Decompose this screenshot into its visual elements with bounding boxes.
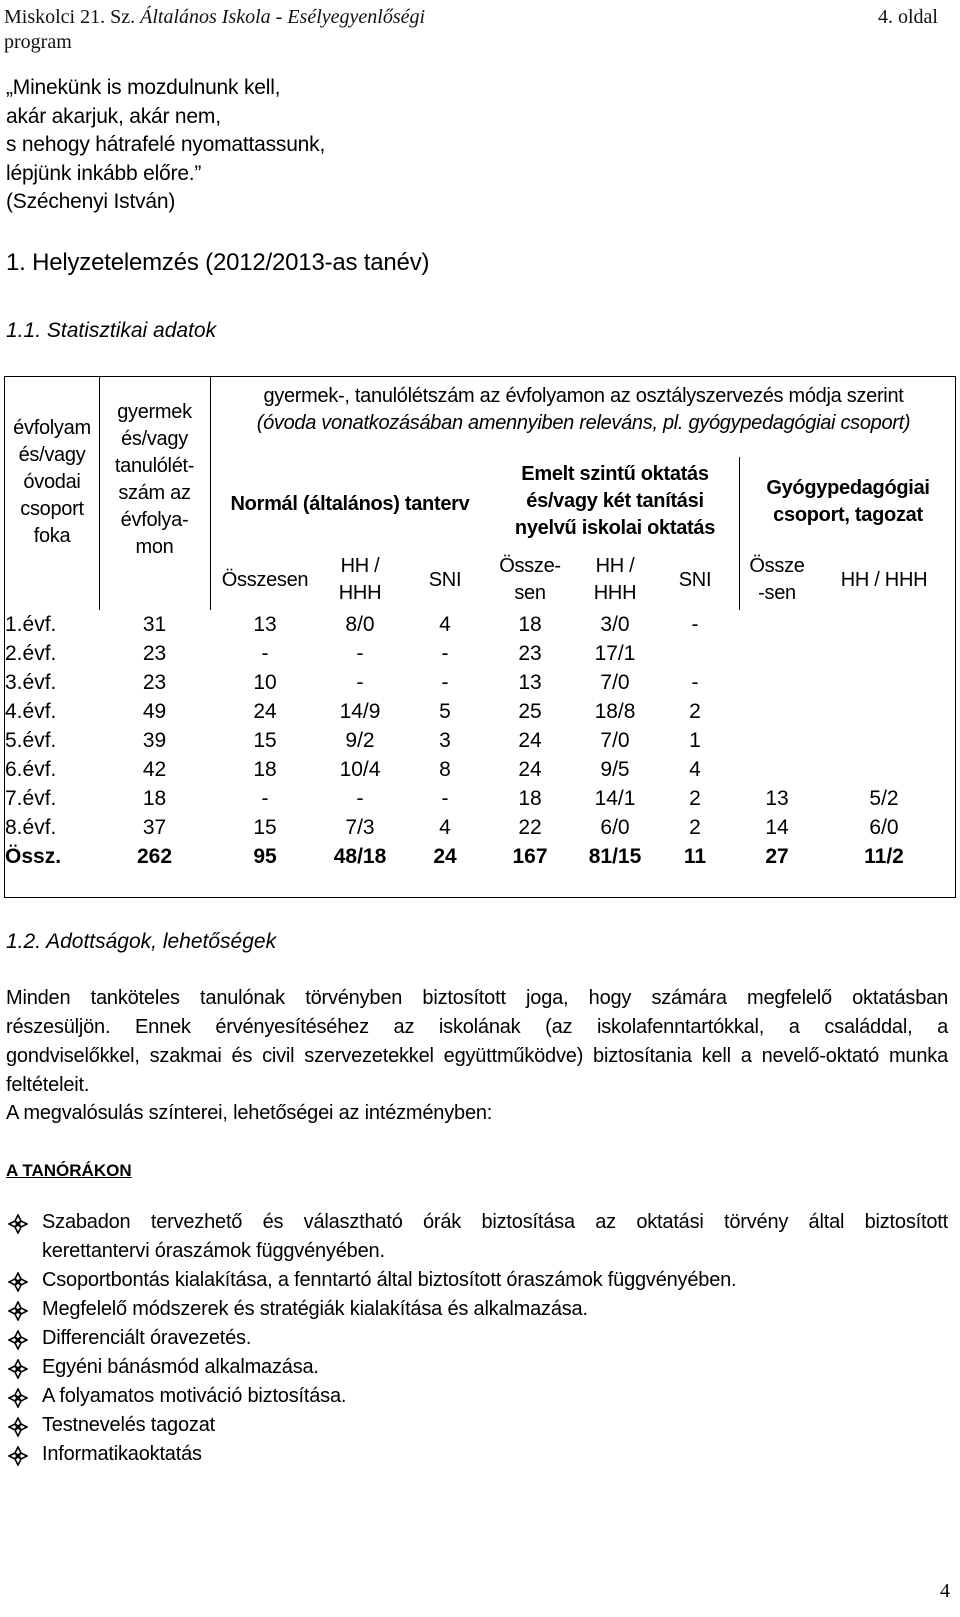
- tanorakon-heading: A TANÓRÁKON: [6, 1161, 132, 1180]
- header-ossze-sen: Össze- sen: [499, 555, 561, 604]
- paragraph-line: részesüljön. Ennek érvényesítéséhez az iskolának (az iskolafenntartókkal, a családdal, a: [6, 1016, 948, 1038]
- diamond-bullet-icon: [8, 1272, 28, 1292]
- header-ossze-sen-gyogy: Össze -sen: [749, 555, 805, 604]
- table-row: 4.évf. 49 24 14/9 5 25 18/8 2: [5, 700, 701, 723]
- table-row: 8.évf. 37 15 7/3 4 22 6/0 2 14 6/0: [5, 816, 899, 839]
- header-group-title: gyermek-, tanulólétszám az évfolyamon az osztályszervezés módja szerint (óvoda vonatkozásában amennyiben releváns, pl. gyógypedagógiai csoport): [256, 385, 911, 434]
- header-sni: SNI: [428, 569, 462, 591]
- list-item: Egyéni bánásmód alkalmazása.: [6, 1353, 948, 1382]
- table-row: 2.évf. 23 - - - 23 17/1: [5, 642, 636, 665]
- body-paragraph: [6, 984, 948, 1100]
- statistics-table: [4, 376, 956, 898]
- bullet-list: [6, 1208, 948, 1469]
- header-school-title: [4, 5, 504, 55]
- section-heading-1-2: 1.2. Adottságok, lehetőségek: [6, 930, 277, 953]
- list-item: A folyamatos motiváció biztosítása.: [6, 1382, 948, 1411]
- paragraph-line: gondviselőkkel, szakmai és civil szervezetekkel együttműködve) biztosítania kell a nevelő-oktató munka: [6, 1045, 948, 1067]
- header-hh-gyogy: HH / HHH: [840, 569, 928, 591]
- header-total: gyermek és/vagy tanulólét- szám az évfolya- mon: [114, 401, 195, 558]
- list-item: Informatikaoktatás: [6, 1440, 948, 1469]
- paragraph-line: Minden tanköteles tanulónak törvényben biztosított joga, hogy számára megfelelő oktatásban: [6, 987, 948, 1009]
- header-emelt: Emelt szintű oktatás és/vagy két tanítási nyelvű iskolai oktatás: [514, 463, 716, 539]
- list-item: Differenciált óravezetés.: [6, 1324, 948, 1353]
- diamond-bullet-icon: [8, 1301, 28, 1321]
- diamond-bullet-icon: [8, 1417, 28, 1437]
- header-osszesen: Összesen: [221, 569, 309, 591]
- motto-line: s nehogy hátrafelé nyomattassunk,: [6, 133, 326, 156]
- diamond-bullet-icon: [8, 1446, 28, 1466]
- motto-quote: [6, 74, 325, 217]
- page-number: 4: [940, 1580, 950, 1602]
- header-hh: HH / HHH: [338, 555, 382, 604]
- list-item: Csoportbontás kialakítása, a fenntartó által biztosított óraszámok függvényében.: [6, 1266, 948, 1295]
- header-school-italic: Általános Iskola - Esélyegyenlőségi: [140, 6, 426, 28]
- header-program: program: [4, 31, 72, 53]
- table-row: 7.évf. 18 - - - 18 14/1 2 13 5/2: [5, 787, 899, 810]
- header-grade: évfolyam és/vagy óvodai csoport foka: [13, 417, 91, 547]
- diamond-bullet-icon: [8, 1359, 28, 1379]
- paragraph-line: feltételeit.: [6, 1074, 90, 1096]
- table-row: 6.évf. 42 18 10/4 8 24 9/5 4: [5, 758, 701, 781]
- header-gyogy: Gyógypedagógiai csoport, tagozat: [766, 477, 930, 526]
- list-item: Testnevelés tagozat: [6, 1411, 948, 1440]
- table-row: 5.évf. 39 15 9/2 3 24 7/0 1: [5, 729, 701, 752]
- header-school-plain: Miskolci 21. Sz.: [4, 6, 141, 28]
- header-page-label: 4. oldal: [878, 6, 938, 28]
- table-row: 3.évf. 23 10 - - 13 7/0 -: [5, 671, 699, 694]
- motto-line: lépjünk inkább előre.”: [6, 161, 202, 185]
- header-sni-emelt: SNI: [678, 569, 712, 591]
- diamond-bullet-icon: [8, 1214, 28, 1234]
- header-normal: Normál (általános) tanterv: [230, 493, 470, 515]
- list-item: Megfelelő módszerek és stratégiák kialakítása és alkalmazása.: [6, 1295, 948, 1324]
- header-hh-emelt: HH / HHH: [593, 555, 637, 604]
- venues-intro: A megvalósulás színterei, lehetőségei az intézményben:: [6, 1102, 493, 1124]
- diamond-bullet-icon: [8, 1388, 28, 1408]
- diamond-bullet-icon: [8, 1330, 28, 1350]
- motto-line: „Minekünk is mozdulnunk kell,: [6, 76, 281, 99]
- section-heading-1: 1. Helyzetelemzés (2012/2013-as tanév): [6, 249, 430, 276]
- motto-author: (Széchenyi István): [6, 190, 176, 213]
- table-row-total: Össz. 262 95 48/18 24 167 81/15 11 27 11/2: [5, 845, 904, 868]
- motto-line: akár akarjuk, akár nem,: [6, 104, 221, 128]
- table-row: 1.évf. 31 13 8/0 4 18 3/0 -: [5, 613, 699, 636]
- section-heading-1-1: 1.1. Statisztikai adatok: [6, 319, 217, 342]
- list-item: Szabadon tervezhető és választható órák biztosítása az oktatási törvény által biztosított kerettantervi óraszámok függvényében.: [6, 1208, 948, 1266]
